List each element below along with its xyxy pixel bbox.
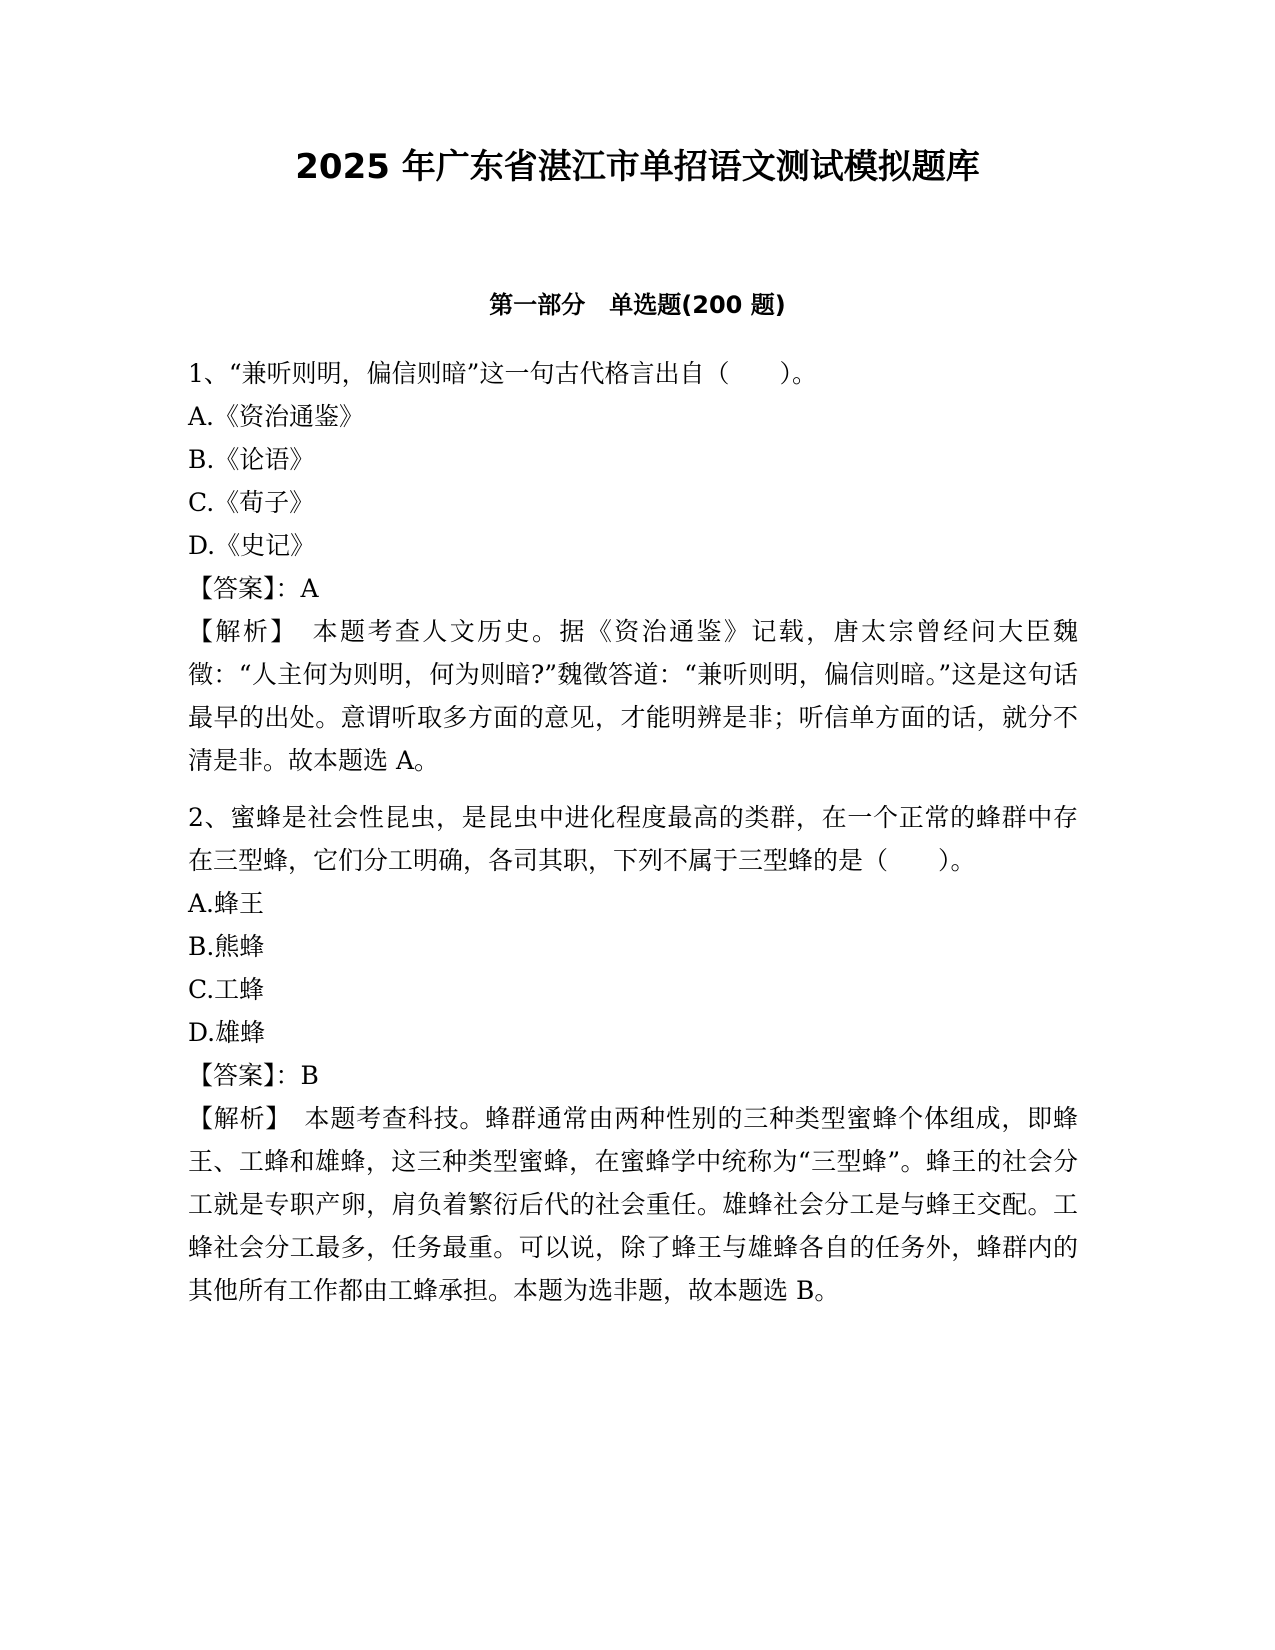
- option-c: C.《荀子》: [188, 488, 315, 517]
- option-c: C.工蜂: [188, 975, 265, 1004]
- answer-value: B: [300, 1061, 319, 1090]
- analysis-text: 本题考查科技。蜂群通常由两种性别的三种类型蜜蜂个体组成，即蜂王、工蜂和雄蜂，这三种类型蜜蜂，在蜜蜂学中统称为“三型蜂”。蜂王的社会分工就是专职产卵，肩负着繁衍后代的社会重任。雄蜂社会分工是与蜂王交配。工蜂社会分工最多，任务最重。可以说，除了蜂王与雄蜂各自的任务外，蜂群内的其他所有工作都由工蜂承担。本题为选非题，故本题选 B。: [188, 1104, 1078, 1305]
- question-list: [188, 352, 1078, 1326]
- option-a: A.蜂王: [188, 889, 265, 918]
- answer-value: A: [300, 574, 319, 603]
- analysis-text: 本题考查人文历史。据《资治通鉴》记载，唐太宗曾经问大臣魏徵：“人主何为则明，何为则暗?”魏徵答道：“兼听则明，偏信则暗。”这是这句话最早的出处。意谓听取多方面的意见，才能明辨是非；听信单方面的话，就分不清是非。故本题选 A。: [188, 617, 1078, 775]
- page-title: 2025 年广东省湛江市单招语文测试模拟题库: [295, 147, 980, 187]
- answer-line: [188, 1054, 1078, 1097]
- option-a: A.《资治通鉴》: [188, 402, 365, 431]
- analysis-label: 【解析】: [188, 617, 313, 646]
- question-stem: 2、蜜蜂是社会性昆虫，是昆虫中进化程度最高的类群，在一个正常的蜂群中存在三型蜂，它们分工明确，各司其职，下列不属于三型蜂的是（ ）。: [188, 803, 1078, 875]
- option-d: D.雄蜂: [188, 1018, 266, 1047]
- section-title: 第一部分 单选题(200 题): [489, 291, 786, 319]
- question-1: [188, 352, 1078, 782]
- answer-label: 【答案】：: [188, 1061, 301, 1090]
- analysis-label: 【解析】: [188, 1104, 305, 1133]
- question-stem: 1、“兼听则明，偏信则暗”这一句古代格言出自（ ）。: [188, 359, 817, 388]
- analysis-paragraph: [188, 1097, 1078, 1312]
- option-b: B.《论语》: [188, 445, 315, 474]
- analysis-paragraph: [188, 610, 1078, 782]
- option-b: B.熊蜂: [188, 932, 265, 961]
- answer-label: 【答案】：: [188, 574, 301, 603]
- option-d: D.《史记》: [188, 531, 316, 560]
- answer-line: [188, 567, 1078, 610]
- question-2: [188, 796, 1078, 1312]
